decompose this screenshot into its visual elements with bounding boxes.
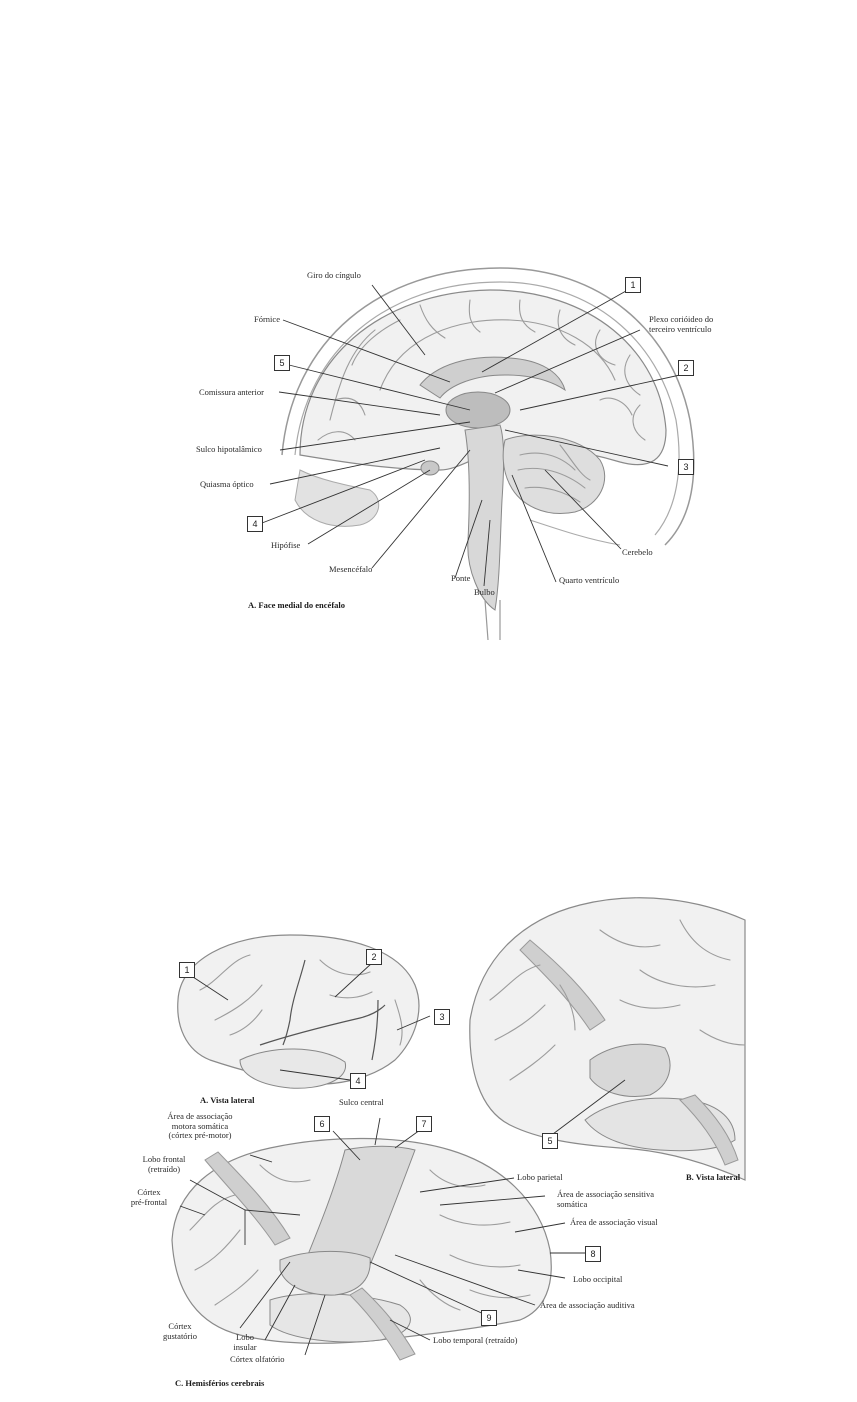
number-box-3: 3 [434,1009,450,1025]
label-area-auditiva: Área de associação auditiva [540,1300,635,1310]
number-box-9: 9 [481,1310,497,1326]
label-ponte: Ponte [451,573,471,583]
label-lobo-insular: Lobo insular [233,1332,257,1352]
label-hipofise: Hipófise [271,540,301,550]
label-lobo-temporal: Lobo temporal (retraído) [433,1335,518,1345]
label-lobo-occipital: Lobo occipital [573,1274,623,1284]
caption-hemisferios-cerebrais: C. Hemisférios cerebrais [175,1378,265,1388]
number-box-4: 4 [247,516,263,532]
label-sulco-central: Sulco central [339,1097,384,1107]
label-quarto-ventriculo: Quarto ventrículo [559,575,620,585]
number-box-4: 4 [350,1073,366,1089]
number-box-5: 5 [274,355,290,371]
label-fornice: Fórnice [254,314,280,324]
label-area-visual: Área de associação visual [570,1217,658,1227]
number-box-5: 5 [542,1133,558,1149]
label-lobo-frontal: Lobo frontal (retraído) [142,1154,186,1174]
label-lobo-parietal: Lobo parietal [517,1172,563,1182]
label-cerebelo: Cerebelo [622,547,653,557]
number-box-6: 6 [314,1116,330,1132]
number-box-8: 8 [585,1246,601,1262]
caption-face-medial: A. Face medial do encéfalo [248,600,346,610]
label-cortex-olfatorio: Córtex olfatório [230,1354,285,1364]
label-comissura-anterior: Comissura anterior [199,387,264,397]
label-plexo-corioideo: Plexo corióideo do terceiro ventrículo [649,314,714,334]
label-area-motora: Área de associação motora somática (córtex pré-motor) [167,1111,233,1140]
label-cortex-gustatorio: Córtex gustatório [163,1321,197,1341]
number-box-3: 3 [678,459,694,475]
caption-vista-lateral-b: B. Vista lateral [686,1172,741,1182]
number-box-1: 1 [179,962,195,978]
number-box-2: 2 [366,949,382,965]
number-box-1: 1 [625,277,641,293]
label-sulco-hipotalamico: Sulco hipotalâmico [196,444,262,454]
label-giro-do-cingulo: Giro do cíngulo [307,270,361,280]
label-area-sensitiva: Área de associação sensitiva somática [557,1189,654,1209]
label-bulbo: Bulbo [474,587,495,597]
small-temporal-lobe [240,1049,346,1088]
label-quiasma-optico: Quiasma óptico [200,479,254,489]
caption-vista-lateral-a: A. Vista lateral [200,1095,255,1105]
label-cortex-prefrontal: Córtex pré-frontal [130,1187,168,1207]
number-box-7: 7 [416,1116,432,1132]
number-box-2: 2 [678,360,694,376]
label-mesencefalo: Mesencéfalo [329,564,373,574]
